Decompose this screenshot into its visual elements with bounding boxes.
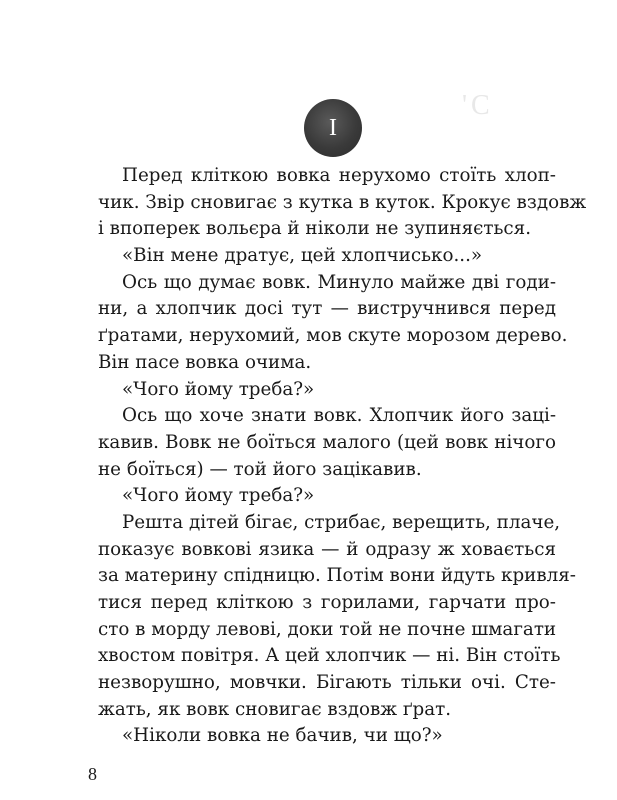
text-line: «Чого йому треба?»: [122, 485, 315, 507]
text-line: показує вовкові язика — й одразу ж ховається: [98, 538, 556, 560]
text-line: «Чого йому треба?»: [122, 378, 315, 400]
text-line: сто в морду левові, доки той не почне шмагати: [98, 618, 557, 640]
text-line: тися перед кліткою з горилами, гарчати про-: [98, 592, 556, 613]
text-line: хвостом повітря. А цей хлопчик — ні. Він стоїть: [98, 645, 561, 667]
text-line: кавив. Вовк не боїться малого (цей вовк нічого: [98, 431, 556, 453]
chapter-body-text: [98, 163, 587, 750]
text-line: Ось що думає вовк. Минуло майже дві годи-: [122, 271, 556, 293]
text-line: не боїться) — той його зацікавив.: [98, 458, 422, 480]
text-line: ґратами, нерухомий, мов скуте морозом дерево.: [98, 325, 568, 347]
text-line: «Він мене дратує, цей хлопчисько...»: [122, 245, 483, 267]
text-line: незворушно, мовчки. Бігають тільки очі. Сте-: [98, 672, 556, 694]
text-line: за материну спідницю. Потім вони йдуть кривля-: [98, 565, 576, 587]
text-line: «Ніколи вовка не бачив, чи що?»: [122, 725, 443, 747]
chapter-badge: [304, 99, 362, 157]
page-number: 8: [88, 764, 97, 784]
scan-artifact-mark: 'С: [462, 90, 494, 121]
text-line: чик. Звір сновигає з кутка в куток. Крокує вздовж: [98, 191, 587, 213]
text-line: Він пасе вовка очима.: [98, 351, 312, 373]
text-line: Решта дітей бігає, стрибає, верещить, плаче,: [122, 511, 561, 533]
text-line: ни, а хлопчик досі тут — вистручнився перед: [98, 298, 556, 320]
text-line: Перед кліткою вовка нерухомо стоїть хлоп-: [122, 165, 556, 186]
chapter-numeral: I: [329, 114, 337, 141]
text-line: і впоперек вольєра й ніколи не зупиняється.: [98, 218, 532, 240]
text-line: жать, як вовк сновигає вздовж ґрат.: [98, 698, 452, 720]
text-line: Ось що хоче знати вовк. Хлопчик його заці-: [122, 405, 556, 427]
